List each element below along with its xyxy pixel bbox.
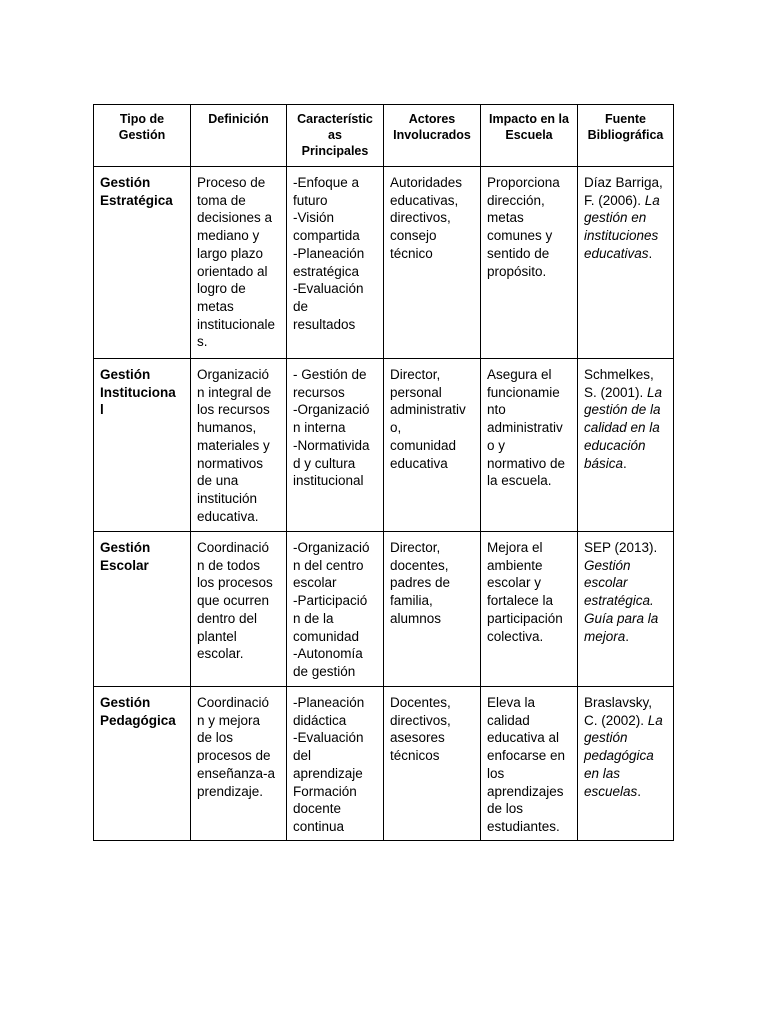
impacto-line: comunes y [487,228,553,244]
definicion-line: Coordinació [197,695,270,710]
citation-title-fragment: La [647,384,663,400]
caracteristicas-line: institucional [293,473,364,489]
header-definicion [191,105,287,167]
definicion-line: decisiones a [197,210,273,226]
cell-actores [384,687,481,841]
citation-author-line: C. (2002). La [584,712,663,728]
impacto-line: administrativ [487,420,563,436]
impacto-line: Proporciona [487,175,560,190]
definicion-line: procesos de [197,748,271,764]
cell-actores [384,359,481,532]
tipo-line: Instituciona [100,384,176,400]
actores-line: asesores [390,730,445,746]
header-text-line: Principales [301,144,369,158]
impacto-line: Asegura el [487,367,552,382]
caracteristicas-line: n del centro [293,557,364,573]
header-fuente [578,105,674,167]
citation-author-line: Braslavsky, [584,695,653,710]
definicion-line: Proceso de [197,175,266,190]
actores-line: padres de [390,575,451,591]
impacto-line: normativo de [487,455,566,471]
caracteristicas-line: n interna [293,420,346,436]
caracteristicas-line: -Organizació [293,402,370,418]
caracteristicas-line: -Planeación [293,245,365,261]
caracteristicas-line: didáctica [293,712,347,728]
caracteristicas-line: -Enfoque a [293,175,360,190]
caracteristicas-line: del [293,748,312,764]
caracteristicas-line: docente [293,801,342,817]
caracteristicas-line: - Gestión de [293,367,367,382]
caracteristicas-line: -Normativida [293,437,370,453]
cell-definicion [191,167,287,359]
tipo-line: Gestión [100,540,151,555]
header-text-line: as [328,128,342,142]
caracteristicas-line: -Organizació [293,540,370,555]
caracteristicas-line: -Visión [293,210,335,226]
impacto-line: Mejora el [487,540,543,555]
caracteristicas-line: continua [293,818,345,834]
actores-line: educativas, [390,192,459,208]
actores-line: Docentes, [390,695,451,710]
header-impacto [481,105,578,167]
definicion-line: los procesos [197,575,273,591]
actores-line: directivos, [390,712,451,728]
caracteristicas-line: comunidad [293,628,360,644]
actores-line: docentes, [390,557,449,573]
citation-title-line: escuelas. [584,783,642,799]
impacto-line: sentido de [487,245,550,261]
header-tipo-de-gestion [94,105,191,167]
table-row-gestion-institucional [94,359,674,532]
impacto-line: colectiva. [487,628,544,644]
cell-actores [384,167,481,359]
header-text-line: Tipo de [119,112,165,126]
definicion-line: largo plazo [197,245,264,261]
definicion-line: dentro del [197,610,258,626]
tipo-line: Gestión [100,175,151,190]
citation-title-line: gestión [584,730,628,746]
header-text-line: Involucrados [393,128,471,142]
definicion-line: plantel [197,628,237,644]
cell-impacto [481,687,578,841]
definicion-line: de una [197,473,239,489]
cell-definicion [191,687,287,841]
cell-impacto [481,359,578,532]
actores-line: directivos, [390,210,451,226]
definicion-line: toma de [197,192,246,208]
definicion-line: normativos [197,455,264,471]
cell-tipo [94,167,191,359]
impacto-line: escolar y [487,575,542,591]
cell-fuente [578,532,674,687]
cell-caracteristicas [287,532,384,687]
cell-fuente [578,359,674,532]
caracteristicas-line: escolar [293,575,337,591]
caracteristicas-line: recursos [293,384,345,400]
cell-tipo [94,687,191,841]
definicion-line: n y mejora [197,712,261,728]
citation-title-line: estratégica. [584,593,654,609]
citation-author-line: S. (2001). La [584,384,663,400]
definicion-line: escolar. [197,646,244,662]
header-text-line: Característic [297,112,373,126]
impacto-line: la escuela. [487,473,552,489]
actores-line: comunidad [390,437,457,453]
cell-definicion [191,532,287,687]
definicion-line: de los [197,730,234,746]
table-row-gestion-escolar [94,532,674,687]
actores-line: Autoridades [390,175,463,190]
impacto-line: enfocarse en [487,748,566,764]
header-text-line: Bibliográfica [587,128,664,142]
citation-author-line: F. (2006). La [584,192,660,208]
citation-title-line: escolar [584,575,628,591]
header-caracteristicas [287,105,384,167]
table-row-gestion-pedagogica [94,687,674,841]
header-text-line: Gestión [118,128,166,142]
cell-tipo [94,359,191,532]
citation-author-line: Schmelkes, [584,367,654,382]
impacto-line: dirección, [487,192,545,208]
header-actores [384,105,481,167]
cell-caracteristicas [287,687,384,841]
tipo-line: l [100,402,104,418]
header-text-line: Actores [408,112,456,126]
citation-title-line: básica. [584,455,627,471]
impacto-line: aprendizajes [487,783,564,799]
cell-fuente [578,167,674,359]
caracteristicas-line: de [293,298,309,314]
cell-caracteristicas [287,359,384,532]
citation-title-line: gestión en [584,210,647,226]
caracteristicas-line: futuro [293,192,328,208]
citation-title-fragment: La [644,192,660,208]
citation-title-line: Gestión [584,557,631,573]
caracteristicas-line: n de la [293,610,334,626]
definicion-line: materiales y [197,437,270,453]
citation-title-fragment: La [647,712,663,728]
definicion-line: institucionale [197,316,276,332]
impacto-line: calidad [487,712,530,728]
citation-title-line: Guía para la [584,610,659,626]
actores-line: educativa [390,455,448,471]
impacto-line: de los [487,801,524,817]
cell-fuente [578,687,674,841]
citation-title-line: en las [584,765,621,781]
actores-line: familia, [390,593,433,609]
citation-title-line: educativas. [584,245,653,261]
actores-line: administrativ [390,402,466,418]
actores-line: personal [390,384,442,400]
impacto-line: educativa al [487,730,560,746]
impacto-line: participación [487,610,563,626]
cell-impacto [481,532,578,687]
caracteristicas-line: de gestión [293,663,356,679]
citation-title-line: instituciones [584,228,659,244]
caracteristicas-line: Formación [293,783,357,799]
definicion-line: que ocurren [197,593,270,609]
impacto-line: propósito. [487,263,547,279]
cell-impacto [481,167,578,359]
tipo-line: Pedagógica [100,712,176,728]
impacto-line: fortalece la [487,593,554,609]
definicion-line: educativa. [197,508,259,524]
cell-definicion [191,359,287,532]
actores-line: consejo [390,228,437,244]
citation-title-line: gestión de la [584,402,661,418]
definicion-line: n integral de [197,384,272,400]
definicion-line: n de todos [197,557,261,573]
caracteristicas-line: -Participació [293,593,368,609]
definicion-line: orientado al [197,263,268,279]
citation-title-line: calidad en la [584,420,660,436]
definicion-line: Organizació [197,367,270,382]
impacto-line: funcionamie [487,384,560,400]
actores-line: técnicos [390,748,440,764]
definicion-line: Coordinació [197,540,270,555]
cell-tipo [94,532,191,687]
caracteristicas-line: -Planeación [293,695,365,710]
definicion-line: mediano y [197,228,260,244]
citation-title-line: mejora. [584,628,630,644]
citation-author-line: SEP (2013). [584,540,658,555]
actores-line: o, [390,420,402,436]
tipo-line: Gestión [100,695,151,710]
header-text-line: Definición [208,112,269,126]
impacto-line: o y [487,437,506,453]
header-text-line: Fuente [605,112,646,126]
caracteristicas-line: compartida [293,228,360,244]
citation-title-line: educación [584,437,646,453]
actores-line: Director, [390,367,441,382]
definicion-line: logro de [197,281,246,297]
impacto-line: estudiantes. [487,818,560,834]
header-text-line: Escuela [505,128,553,142]
tipo-line: Estratégica [100,192,173,208]
definicion-line: s. [197,334,208,350]
header-row [94,105,674,167]
citation-author-line: Díaz Barriga, [584,175,663,190]
actores-line: Director, [390,540,441,555]
actores-line: alumnos [390,610,442,626]
caracteristicas-line: aprendizaje [293,765,363,781]
cell-actores [384,532,481,687]
tipo-line: Escolar [100,557,149,573]
impacto-line: metas [487,210,524,226]
impacto-line: ambiente [487,557,543,573]
table-row-gestion-estrategica [94,167,674,359]
impacto-line: nto [487,402,506,418]
definicion-line: humanos, [197,420,257,436]
tipo-line: Gestión [100,367,151,382]
definicion-line: metas [197,298,234,314]
actores-line: técnico [390,245,433,261]
impacto-line: los [487,765,505,781]
cell-caracteristicas [287,167,384,359]
caracteristicas-line: -Autonomía [293,646,363,662]
definicion-line: institución [197,490,258,506]
definicion-line: enseñanza-a [197,765,276,781]
caracteristicas-line: estratégica [293,263,360,279]
definicion-line: prendizaje. [197,783,264,799]
citation-title-line: pedagógica [584,748,654,764]
caracteristicas-line: d y cultura [293,455,356,471]
definicion-line: los recursos [197,402,270,418]
header-text-line: Impacto en la [489,112,569,126]
impacto-line: Eleva la [487,695,536,710]
caracteristicas-line: -Evaluación [293,281,364,297]
comparison-table [93,104,674,841]
caracteristicas-line: resultados [293,316,356,332]
caracteristicas-line: -Evaluación [293,730,364,746]
